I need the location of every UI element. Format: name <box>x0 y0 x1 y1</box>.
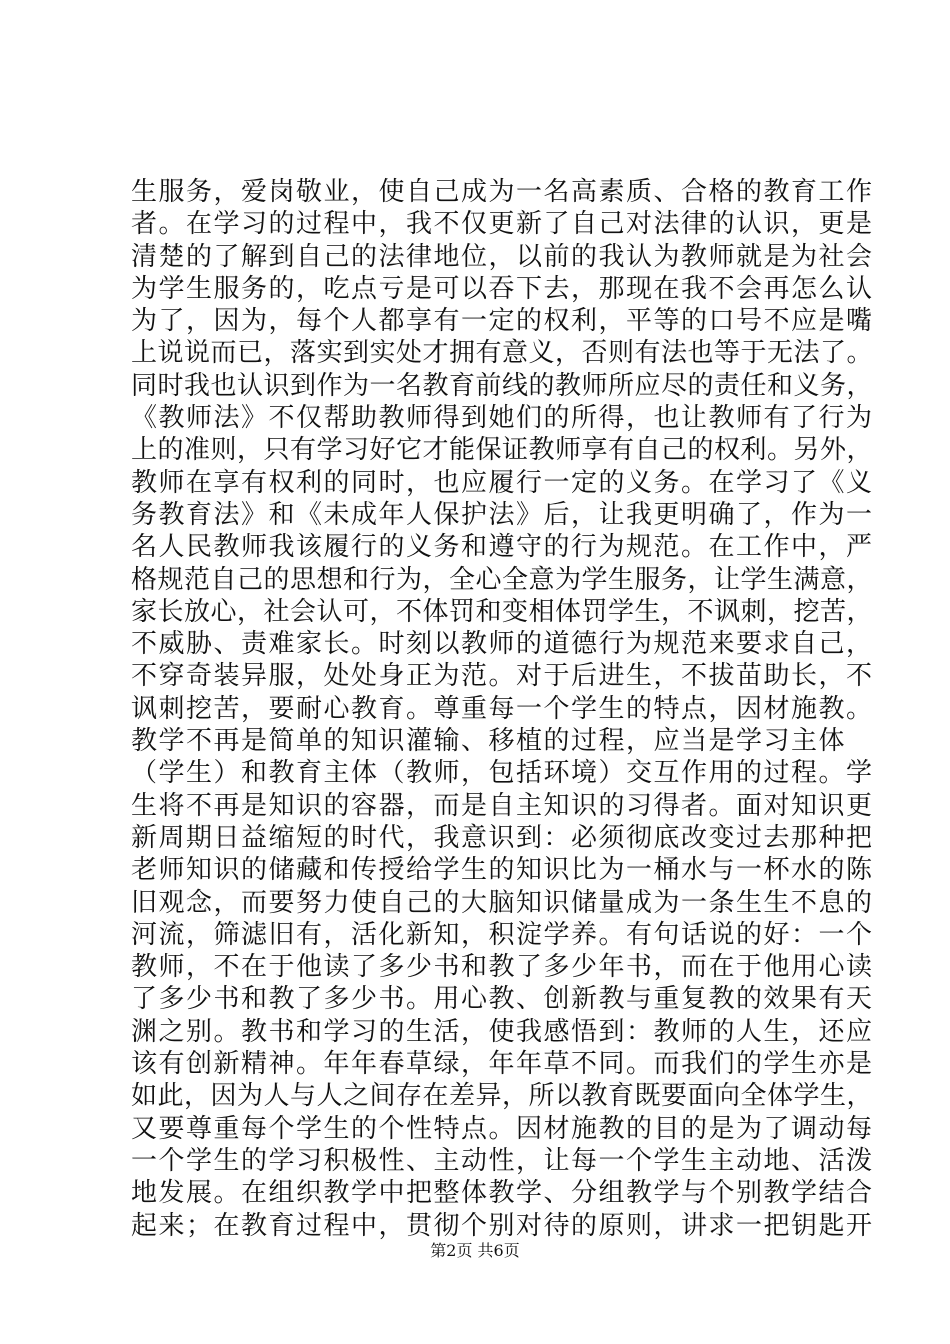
body-text <box>131 176 874 1242</box>
text-line: 《教师法》不仅帮助教师得到她们的所得，也让教师有了行为 <box>131 403 874 434</box>
text-line: 教师，不在于他读了多少书和教了多少年书，而在于他用心读 <box>131 952 874 983</box>
text-line: 了多少书和教了多少书。用心教、创新教与重复教的效果有天 <box>131 984 874 1015</box>
text-line: 教师在享有权利的同时，也应履行一定的义务。在学习了《义 <box>131 467 874 498</box>
text-line: 该有创新精神。年年春草绿，年年草不同。而我们的学生亦是 <box>131 1049 874 1080</box>
text-line: 家长放心，社会认可，不体罚和变相体罚学生，不讽刺，挖苦， <box>131 596 874 627</box>
text-line: 旧观念，而要努力使自己的大脑知识储量成为一条生生不息的 <box>131 887 874 918</box>
text-line: 者。在学习的过程中，我不仅更新了自己对法律的认识，更是 <box>131 209 874 240</box>
text-line: 清楚的了解到自己的法律地位，以前的我认为教师就是为社会 <box>131 241 874 272</box>
text-line: （学生）和教育主体（教师，包括环境）交互作用的过程。学 <box>131 758 874 789</box>
text-line: 名人民教师我该履行的义务和遵守的行为规范。在工作中，严 <box>131 532 874 563</box>
text-line: 务教育法》和《未成年人保护法》后，让我更明确了，作为一 <box>131 499 874 530</box>
text-line: 同时我也认识到作为一名教育前线的教师所应尽的责任和义务， <box>131 370 874 401</box>
text-line: 新周期日益缩短的时代，我意识到：必须彻底改变过去那种把 <box>131 822 874 853</box>
text-line: 上的准则，只有学习好它才能保证教师享有自己的权利。另外， <box>131 435 874 466</box>
text-line: 一个学生的学习积极性、主动性，让每一个学生主动地、活泼 <box>131 1145 874 1176</box>
text-line: 讽刺挖苦，要耐心教育。尊重每一个学生的特点，因材施教。 <box>131 693 874 724</box>
text-line: 格规范自己的思想和行为，全心全意为学生服务，让学生满意， <box>131 564 874 595</box>
text-line: 如此，因为人与人之间存在差异，所以教育既要面向全体学生， <box>131 1081 874 1112</box>
text-line: 起来；在教育过程中，贯彻个别对待的原则，讲求一把钥匙开 <box>131 1210 874 1241</box>
text-line: 为了，因为，每个人都享有一定的权利，平等的口号不应是嘴 <box>131 306 874 337</box>
text-line: 生服务，爱岗敬业，使自己成为一名高素质、合格的教育工作 <box>131 177 874 207</box>
text-line: 老师知识的储藏和传授给学生的知识比为一桶水与一杯水的陈 <box>131 855 874 886</box>
text-line: 渊之别。教书和学习的生活，使我感悟到：教师的人生，还应 <box>131 1016 874 1047</box>
text-line: 又要尊重每个学生的个性特点。因材施教的目的是为了调动每 <box>131 1113 874 1144</box>
text-line: 生将不再是知识的容器，而是自主知识的习得者。面对知识更 <box>131 790 874 821</box>
page-footer: 第2页 共6页 <box>430 1241 520 1260</box>
text-line: 河流，筛滤旧有，活化新知，积淀学养。有句话说的好：一个 <box>131 919 874 950</box>
text-line: 地发展。在组织教学中把整体教学、分组教学与个别教学结合 <box>131 1178 874 1209</box>
text-line: 教学不再是简单的知识灌输、移植的过程，应当是学习主体 <box>131 726 847 757</box>
text-line: 上说说而已，落实到实处才拥有意义，否则有法也等于无法了。 <box>131 338 874 369</box>
text-line: 不穿奇装异服，处处身正为范。对于后进生，不拔苗助长，不 <box>131 661 874 692</box>
text-line: 不威胁、责难家长。时刻以教师的道德行为规范来要求自己， <box>131 629 874 660</box>
text-line: 为学生服务的，吃点亏是可以吞下去，那现在我不会再怎么认 <box>131 273 874 304</box>
